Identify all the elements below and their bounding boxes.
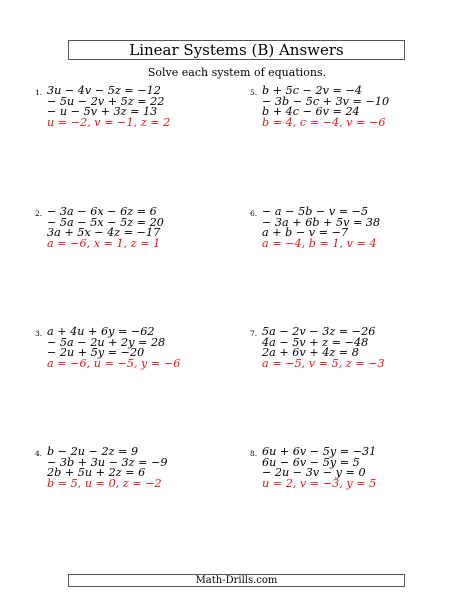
equation: − 3b + 3u − 3z = −9 [47, 455, 168, 469]
equation: b + 4c − 6v = 24 [262, 105, 360, 119]
answer: b = 4, c = −4, v = −6 [262, 115, 386, 129]
equation: 3u − 4v − 5z = −12 [47, 84, 161, 97]
worksheet-title [68, 40, 405, 60]
equation: − 3a + 6b + 5v = 38 [262, 215, 381, 229]
equation: − 2u + 5y = −20 [47, 346, 145, 360]
worksheet-title-text: Linear Systems (B) Answers [129, 41, 344, 59]
problem-number: 2. [35, 209, 43, 218]
answer: b = 5, u = 0, z = −2 [47, 476, 162, 490]
equation: a + 4u + 6y = −62 [47, 325, 155, 338]
equation: a + b − v = −7 [262, 226, 349, 240]
equation: b + 5c − 2v = −4 [262, 84, 362, 97]
problem-number: 7. [250, 329, 258, 338]
problem-number: 8. [250, 449, 258, 458]
problem-number: 3. [35, 329, 43, 338]
answer: a = −6, x = 1, z = 1 [47, 236, 161, 250]
equation: 6u + 6v − 5y = −31 [262, 445, 377, 458]
equation: 4a − 5v + z = −48 [262, 335, 369, 349]
problem-number: 6. [250, 209, 258, 218]
footer-text: Math-Drills.com [195, 575, 278, 586]
answer: a = −6, u = −5, y = −6 [47, 356, 181, 370]
answer: a = −5, v = 5, z = −3 [262, 356, 385, 370]
footer [68, 574, 405, 587]
equation: − 5a − 5x − 5z = 20 [47, 215, 164, 229]
answer: u = −2, v = −1, z = 2 [47, 115, 171, 129]
equation: b − 2u − 2z = 9 [47, 445, 139, 458]
equation: 5a − 2v − 3z = −26 [262, 325, 376, 338]
problem-number: 5. [250, 88, 258, 97]
instructions: Solve each system of equations. [147, 66, 327, 79]
equation: 3a + 5x − 4z = −17 [47, 226, 161, 240]
equation: 6u − 6v − 5y = 5 [262, 455, 360, 469]
equation: 2b + 5u + 2z = 6 [47, 466, 146, 480]
equation: − 5u − 2v + 5z = 22 [47, 94, 165, 108]
equation: − a − 5b − v = −5 [262, 205, 369, 218]
problem-number: 4. [35, 449, 43, 458]
equation: − 5a − 2u + 2y = 28 [47, 335, 166, 349]
equation: 2a + 6v + 4z = 8 [262, 346, 359, 360]
equation: − 3a − 6x − 6z = 6 [47, 205, 157, 218]
equation: − 2u − 3v − y = 0 [262, 466, 366, 480]
answer: u = 2, v = −3, y = 5 [262, 476, 377, 490]
answer: a = −4, b = 1, v = 4 [262, 236, 377, 250]
equation: − 3b − 5c + 3v = −10 [262, 94, 390, 108]
equation: − u − 5v + 3z = 13 [47, 105, 158, 119]
problem-number: 1. [35, 88, 43, 97]
